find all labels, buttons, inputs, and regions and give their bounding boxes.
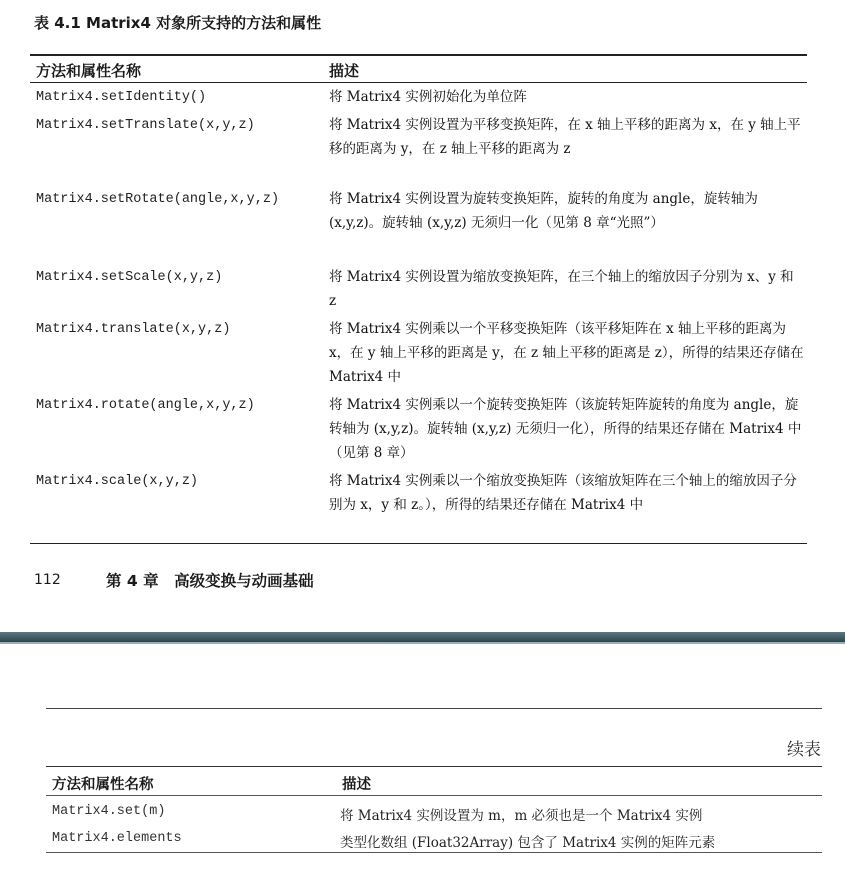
page-separator	[0, 632, 845, 642]
header-description: 描述	[329, 62, 360, 80]
page-separator-highlight	[0, 642, 845, 644]
table-top-rule	[30, 54, 807, 56]
method-description: 将 Matrix4 实例设置为旋转变换矩阵，旋转的角度为 angle，旋转轴为 (x,y,z)。旋转轴 (x,y,z) 无须归一化（见第 8 章“光照”）	[329, 191, 758, 231]
page-top-rule	[46, 708, 822, 709]
page-number: 112	[34, 572, 61, 588]
continued-label: 续表	[787, 740, 821, 760]
method-name: Matrix4.rotate(angle,x,y,z)	[36, 398, 255, 413]
method-description: 将 Matrix4 实例乘以一个旋转变换矩阵（该旋转矩阵旋转的角度为 angle，旋转轴为 (x,y,z)。旋转轴 (x,y,z) 无须归一化），所得的结果还存储在 Matrix4 中（见第 8 章）	[329, 397, 802, 461]
table-bottom-rule	[30, 543, 807, 544]
method-name: Matrix4.elements	[52, 831, 182, 846]
method-description: 类型化数组 (Float32Array) 包含了 Matrix4 实例的矩阵元素	[340, 835, 716, 851]
continued-header-method: 方法和属性名称	[52, 777, 154, 793]
method-description: 将 Matrix4 实例设置为 m，m 必须也是一个 Matrix4 实例	[340, 808, 703, 824]
chapter-title: 第 4 章 高级变换与动画基础	[106, 572, 314, 590]
method-name: Matrix4.scale(x,y,z)	[36, 474, 199, 489]
continued-bottom-rule	[46, 852, 822, 853]
method-name: Matrix4.translate(x,y,z)	[36, 322, 231, 337]
table-header-rule	[30, 82, 807, 83]
method-description: 将 Matrix4 实例初始化为单位阵	[329, 89, 527, 105]
continued-top-rule	[46, 766, 822, 767]
table-caption: 表 4.1 Matrix4 对象所支持的方法和属性	[34, 14, 322, 32]
header-method: 方法和属性名称	[36, 62, 142, 80]
method-description: 将 Matrix4 实例乘以一个平移变换矩阵（该平移矩阵在 x 轴上平移的距离为 x，在 y 轴上平移的距离是 y，在 z 轴上平移的距离是 z），所得的结果还存储在 Matrix4 中	[329, 321, 804, 385]
continued-header-rule	[46, 795, 822, 796]
method-name: Matrix4.setRotate(angle,x,y,z)	[36, 192, 280, 207]
method-name: Matrix4.setTranslate(x,y,z)	[36, 118, 255, 133]
method-name: Matrix4.setScale(x,y,z)	[36, 270, 223, 285]
method-description: 将 Matrix4 实例乘以一个缩放变换矩阵（该缩放矩阵在三个轴上的缩放因子分别为 x，y 和 z。），所得的结果还存储在 Matrix4 中	[329, 473, 797, 513]
method-description: 将 Matrix4 实例设置为缩放变换矩阵，在三个轴上的缩放因子分别为 x、y 和 z	[329, 269, 794, 309]
method-name: Matrix4.setIdentity()	[36, 90, 207, 105]
method-name: Matrix4.set(m)	[52, 804, 166, 819]
method-description: 将 Matrix4 实例设置为平移变换矩阵，在 x 轴上平移的距离为 x，在 y 轴上平移的距离为 y，在 z 轴上平移的距离为 z	[329, 117, 801, 157]
continued-header-description: 描述	[342, 777, 371, 793]
